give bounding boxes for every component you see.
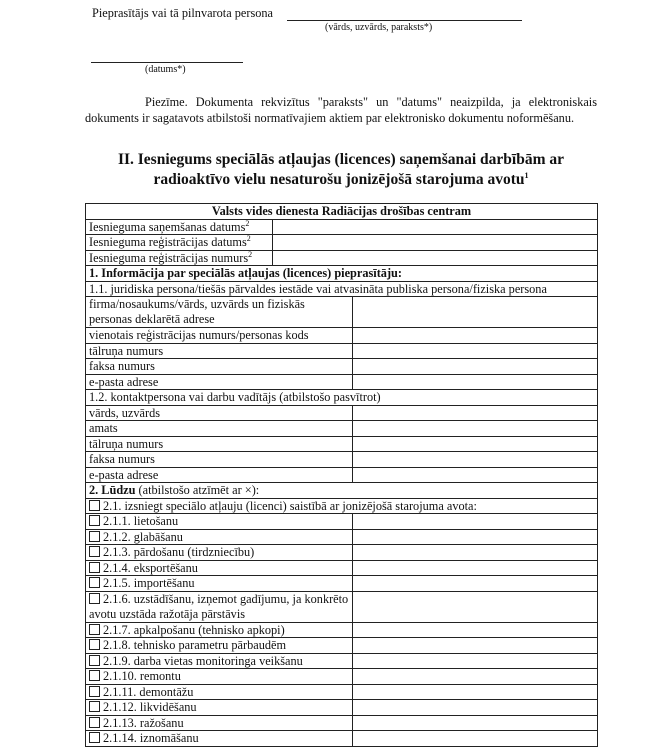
table-row bbox=[86, 638, 598, 654]
field-input[interactable] bbox=[353, 374, 598, 390]
table-row bbox=[86, 545, 598, 561]
activity-option[interactable]: 2.1.4. eksportēšanu bbox=[86, 560, 353, 576]
activity-option[interactable]: 2.1.8. tehnisko parametru pārbaudēm bbox=[86, 638, 353, 654]
activity-option[interactable]: 2.1.6. uzstādīšanu, izņemot gadījumu, ja konkrēto avotu uzstāda ražotāja pārstāvis bbox=[86, 591, 353, 622]
signature-caption: (vārds, uzvārds, paraksts*) bbox=[325, 22, 433, 33]
activity-option[interactable]: 2.1.13. ražošanu bbox=[86, 715, 353, 731]
activity-option[interactable]: 2.1.5. importēšanu bbox=[86, 576, 353, 592]
office-field-label: Iesnieguma reģistrācijas numurs$^2$ bbox=[86, 250, 273, 266]
section-title: II. Iesniegums speciālās atļaujas (licences) saņemšanai darbībām ar radioaktīvo vielu nesaturošu jonizējošā starojuma avotu$^1$ bbox=[117, 151, 565, 188]
table-row bbox=[86, 591, 598, 622]
contact-field-label: e-pasta adrese bbox=[86, 467, 353, 483]
field-input[interactable] bbox=[353, 452, 598, 468]
contact-field-label: amats bbox=[86, 421, 353, 437]
table-row bbox=[86, 715, 598, 731]
table-row bbox=[86, 576, 598, 592]
applicant-field-label: faksa numurs bbox=[86, 359, 353, 375]
subsection-1-2: 1.2. kontaktpersona vai darbu vadītājs (atbilstošo pasvītrot) bbox=[86, 390, 598, 406]
section-2-heading: 2. Lūdzu (atbilstošo atzīmēt ar ×): bbox=[86, 483, 598, 499]
table-row bbox=[86, 297, 598, 328]
table-row bbox=[86, 498, 598, 514]
field-input[interactable] bbox=[353, 622, 598, 638]
table-row bbox=[86, 529, 598, 545]
activity-option[interactable]: 2.1.3. pārdošanu (tirdzniecību) bbox=[86, 545, 353, 561]
checkbox[interactable] bbox=[89, 546, 100, 557]
table-row bbox=[86, 684, 598, 700]
table-row bbox=[86, 452, 598, 468]
checkbox[interactable] bbox=[89, 624, 100, 635]
table-row bbox=[86, 405, 598, 421]
office-field-label: Iesnieguma saņemšanas datums$^2$ bbox=[86, 219, 273, 235]
activity-option[interactable]: 2.1.7. apkalpošanu (tehnisko apkopi) bbox=[86, 622, 353, 638]
checkbox[interactable] bbox=[89, 639, 100, 650]
table-row bbox=[86, 514, 598, 530]
table-row bbox=[86, 374, 598, 390]
table-row bbox=[86, 669, 598, 685]
checkbox[interactable] bbox=[89, 593, 100, 604]
table-row bbox=[86, 560, 598, 576]
table-row bbox=[86, 653, 598, 669]
applicant-signature-label: Pieprasītājs vai tā pilnvarota persona bbox=[92, 6, 273, 20]
date-line[interactable] bbox=[91, 62, 243, 63]
checkbox[interactable] bbox=[89, 655, 100, 666]
checkbox[interactable] bbox=[89, 515, 100, 526]
activity-option[interactable]: 2.1.1. lietošanu bbox=[86, 514, 353, 530]
activity-option[interactable]: 2.1.14. iznomāšanu bbox=[86, 731, 353, 747]
activity-option[interactable]: 2.1.11. demontāžu bbox=[86, 684, 353, 700]
field-input[interactable] bbox=[353, 653, 598, 669]
table-row bbox=[86, 235, 598, 251]
table-row bbox=[86, 219, 598, 235]
field-input[interactable] bbox=[353, 529, 598, 545]
subsection-1-1: 1.1. juridiska persona/tiešās pārvaldes iestāde vai atvasināta publiska persona/fiziska persona bbox=[86, 281, 598, 297]
office-field-value[interactable] bbox=[273, 219, 598, 235]
section-1-heading: 1. Informācija par speciālās atļaujas (licences) pieprasītāju: bbox=[86, 266, 598, 282]
field-input[interactable] bbox=[353, 328, 598, 344]
checkbox[interactable] bbox=[89, 701, 100, 712]
table-row bbox=[86, 483, 598, 499]
table-row bbox=[86, 250, 598, 266]
option-2-1[interactable]: 2.1. izsniegt speciālo atļauju (licenci) saistībā ar jonizējošā starojuma avota: bbox=[86, 498, 598, 514]
applicant-field-label: vienotais reģistrācijas numurs/personas kods bbox=[86, 328, 353, 344]
field-input[interactable] bbox=[353, 545, 598, 561]
table-row bbox=[86, 343, 598, 359]
field-input[interactable] bbox=[353, 560, 598, 576]
field-input[interactable] bbox=[353, 359, 598, 375]
applicant-field-label: e-pasta adrese bbox=[86, 374, 353, 390]
field-input[interactable] bbox=[353, 421, 598, 437]
contact-field-label: tālruņa numurs bbox=[86, 436, 353, 452]
table-row bbox=[86, 731, 598, 747]
checkbox[interactable] bbox=[89, 531, 100, 542]
field-input[interactable] bbox=[353, 638, 598, 654]
applicant-field-label: tālruņa numurs bbox=[86, 343, 353, 359]
table-row bbox=[86, 622, 598, 638]
checkbox[interactable] bbox=[89, 717, 100, 728]
checkbox[interactable] bbox=[89, 686, 100, 697]
field-input[interactable] bbox=[353, 700, 598, 716]
table-row bbox=[86, 359, 598, 375]
table-row bbox=[86, 204, 598, 220]
application-form-table bbox=[85, 203, 598, 747]
note-text: Piezīme. Dokumenta rekvizītus "paraksts" un "datums" neaizpilda, ja elektroniskais dokuments ir sagatavots atbilstoši normatīvajiem aktiem par elektronisko dokumentu noformēšanu. bbox=[85, 95, 597, 125]
applicant-field-label: firma/nosaukums/vārds, uzvārds un fiziskās personas deklarētā adrese bbox=[86, 297, 353, 328]
field-input[interactable] bbox=[353, 576, 598, 592]
office-field-label: Iesnieguma reģistrācijas datums$^2$ bbox=[86, 235, 273, 251]
field-input[interactable] bbox=[353, 591, 598, 622]
table-row bbox=[86, 281, 598, 297]
field-input[interactable] bbox=[353, 715, 598, 731]
form-recipient-header: Valsts vides dienesta Radiācijas drošības centram bbox=[86, 204, 598, 220]
table-row bbox=[86, 266, 598, 282]
field-input[interactable] bbox=[353, 684, 598, 700]
activity-option[interactable]: 2.1.12. likvidēšanu bbox=[86, 700, 353, 716]
checkbox[interactable] bbox=[89, 562, 100, 573]
activity-option[interactable]: 2.1.10. remontu bbox=[86, 669, 353, 685]
office-field-value[interactable] bbox=[273, 250, 598, 266]
contact-field-label: vārds, uzvārds bbox=[86, 405, 353, 421]
field-input[interactable] bbox=[353, 436, 598, 452]
activity-option[interactable]: 2.1.9. darba vietas monitoringa veikšanu bbox=[86, 653, 353, 669]
table-row bbox=[86, 700, 598, 716]
field-input[interactable] bbox=[353, 514, 598, 530]
checkbox[interactable] bbox=[89, 732, 100, 743]
checkbox[interactable] bbox=[89, 670, 100, 681]
field-input[interactable] bbox=[353, 669, 598, 685]
signature-line[interactable] bbox=[287, 20, 522, 21]
table-row bbox=[86, 421, 598, 437]
table-row bbox=[86, 328, 598, 344]
table-row bbox=[86, 467, 598, 483]
office-field-value[interactable] bbox=[273, 235, 598, 251]
checkbox[interactable] bbox=[89, 500, 100, 511]
checkbox[interactable] bbox=[89, 577, 100, 588]
date-caption: (datums*) bbox=[145, 64, 186, 75]
table-row bbox=[86, 436, 598, 452]
field-input[interactable] bbox=[353, 731, 598, 747]
contact-field-label: faksa numurs bbox=[86, 452, 353, 468]
field-input[interactable] bbox=[353, 467, 598, 483]
field-input[interactable] bbox=[353, 405, 598, 421]
field-input[interactable] bbox=[353, 297, 598, 328]
table-row bbox=[86, 390, 598, 406]
activity-option[interactable]: 2.1.2. glabāšanu bbox=[86, 529, 353, 545]
field-input[interactable] bbox=[353, 343, 598, 359]
